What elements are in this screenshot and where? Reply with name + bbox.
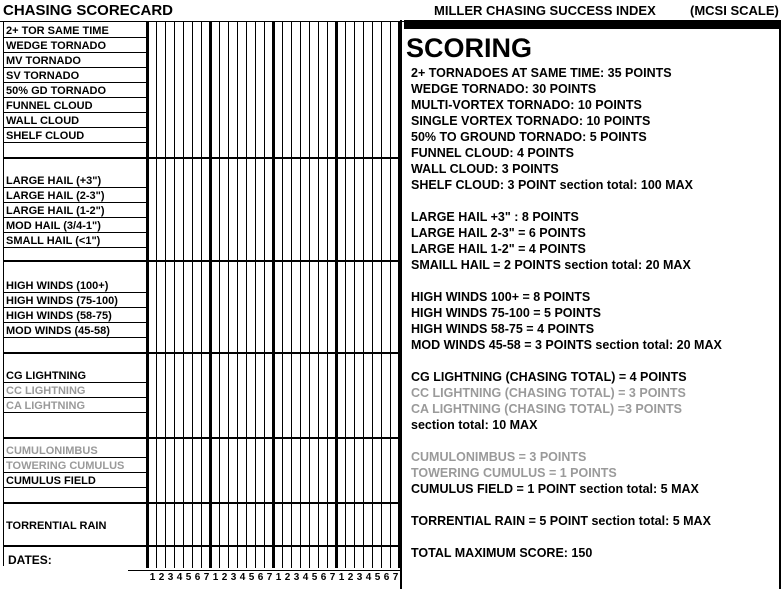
scoring-line: LARGE HAIL 2-3" = 6 POINTS	[411, 226, 586, 240]
row-divider	[3, 97, 147, 98]
scoring-header-bar	[404, 20, 780, 29]
day-number: 6	[383, 572, 390, 583]
scoring-line: LARGE HAIL 1-2" = 4 POINTS	[411, 242, 586, 256]
scoring-line: WALL CLOUD: 3 POINTS	[411, 162, 559, 176]
scoring-line: section total: 10 MAX	[411, 418, 538, 432]
row-label: SHELF CLOUD	[6, 130, 85, 142]
day-column-line	[255, 21, 256, 568]
row-divider	[3, 67, 147, 68]
day-number: 7	[392, 572, 399, 583]
row-label: MOD HAIL (3/4-1")	[6, 220, 101, 232]
day-column-line	[219, 21, 220, 568]
row-divider	[3, 307, 147, 308]
day-number: 3	[356, 572, 363, 583]
week-divider	[272, 21, 275, 568]
scoring-line: CC LIGHTNING (CHASING TOTAL) = 3 POINTS	[411, 386, 686, 400]
row-divider	[3, 457, 147, 458]
scoring-line: LARGE HAIL +3" : 8 POINTS	[411, 210, 579, 224]
day-column-line	[165, 21, 166, 568]
scoring-line: CA LIGHTNING (CHASING TOTAL) =3 POINTS	[411, 402, 682, 416]
row-label: CUMULONIMBUS	[6, 445, 98, 457]
row-label: WALL CLOUD	[6, 115, 80, 127]
day-column-line	[300, 21, 301, 568]
day-number: 1	[275, 572, 282, 583]
row-divider	[3, 127, 147, 128]
day-number: 5	[311, 572, 318, 583]
day-number: 3	[167, 572, 174, 583]
row-label: 50% GD TORNADO	[6, 85, 107, 97]
row-divider	[3, 217, 147, 218]
scoring-line: TORRENTIAL RAIN = 5 POINT section total: 5 MAX	[411, 514, 711, 528]
scoring-line: MOD WINDS 45-58 = 3 POINTS section total: 20 MAX	[411, 338, 722, 352]
day-number: 2	[347, 572, 354, 583]
scoring-line: WEDGE TORNADO: 30 POINTS	[411, 82, 597, 96]
day-number: 4	[365, 572, 372, 583]
row-divider	[3, 337, 147, 338]
row-divider	[3, 472, 147, 473]
day-column-line	[174, 21, 175, 568]
day-column-line	[345, 21, 346, 568]
day-number: 6	[194, 572, 201, 583]
scoring-line: HIGH WINDS 58-75 = 4 POINTS	[411, 322, 595, 336]
day-number: 3	[293, 572, 300, 583]
day-number: 6	[257, 572, 264, 583]
scorecard-top-border	[0, 21, 404, 22]
week-divider	[335, 21, 338, 568]
row-divider	[3, 232, 147, 233]
day-column-line	[363, 21, 364, 568]
row-label: TOWERING CUMULUS	[6, 460, 125, 472]
row-label: CA LIGHTNING	[6, 400, 86, 412]
day-number: 5	[374, 572, 381, 583]
day-number: 2	[284, 572, 291, 583]
scoring-line: SMAILL HAIL = 2 POINTS section total: 20 MAX	[411, 258, 691, 272]
row-label: LARGE HAIL (+3")	[6, 175, 102, 187]
day-column-line	[192, 21, 193, 568]
scoring-line: CG LIGHTNING (CHASING TOTAL) = 4 POINTS	[411, 370, 687, 384]
scoring-title: SCORING	[406, 33, 533, 63]
day-number: 3	[230, 572, 237, 583]
scoring-line: CUMULONIMBUS = 3 POINTS	[411, 450, 587, 464]
day-column-line	[309, 21, 310, 568]
row-label: SMALL HAIL (<1")	[6, 235, 101, 247]
row-label: CG LIGHTNING	[6, 370, 87, 382]
row-divider	[3, 142, 147, 143]
row-divider	[3, 322, 147, 323]
index-title: MILLER CHASING SUCCESS INDEX	[434, 3, 656, 18]
row-label: WEDGE TORNADO	[6, 40, 107, 52]
day-column-line	[264, 21, 265, 568]
row-label: LARGE HAIL (1-2")	[6, 205, 105, 217]
scoring-line: FUNNEL CLOUD: 4 POINTS	[411, 146, 574, 160]
week-divider	[146, 21, 149, 568]
row-label: HIGH WINDS (75-100)	[6, 295, 118, 307]
scoring-line: SHELF CLOUD: 3 POINT section total: 100 MAX	[411, 178, 693, 192]
day-column-line	[381, 21, 382, 568]
row-divider	[3, 397, 147, 398]
day-number: 6	[320, 572, 327, 583]
day-column-line	[228, 21, 229, 568]
scoring-line: TOTAL MAXIMUM SCORE: 150	[411, 546, 593, 560]
day-number: 4	[239, 572, 246, 583]
day-number: 4	[302, 572, 309, 583]
row-divider	[3, 292, 147, 293]
scoring-line: HIGH WINDS 75-100 = 5 POINTS	[411, 306, 601, 320]
row-label: MV TORNADO	[6, 55, 81, 67]
day-number: 4	[176, 572, 183, 583]
day-number-row-line	[128, 570, 401, 571]
row-label: HIGH WINDS (58-75)	[6, 310, 112, 322]
week-divider	[398, 21, 401, 568]
scorecard-left-border	[3, 21, 4, 566]
row-divider	[3, 82, 147, 83]
day-column-line	[183, 21, 184, 568]
scoring-line: 2+ TORNADOES AT SAME TIME: 35 POINTS	[411, 66, 672, 80]
day-number: 1	[338, 572, 345, 583]
day-column-line	[390, 21, 391, 568]
row-divider	[3, 52, 147, 53]
day-number: 2	[221, 572, 228, 583]
scoring-line: HIGH WINDS 100+ = 8 POINTS	[411, 290, 591, 304]
day-column-line	[237, 21, 238, 568]
dates-label: DATES:	[8, 553, 52, 567]
row-label: SV TORNADO	[6, 70, 80, 82]
row-label: CC LIGHTNING	[6, 385, 86, 397]
day-column-line	[372, 21, 373, 568]
row-label: 2+ TOR SAME TIME	[6, 25, 109, 37]
day-number: 5	[185, 572, 192, 583]
row-label: MOD WINDS (45-58)	[6, 325, 110, 337]
day-column-line	[246, 21, 247, 568]
row-divider	[3, 112, 147, 113]
week-divider	[209, 21, 212, 568]
day-number: 7	[266, 572, 273, 583]
row-label: LARGE HAIL (2-3")	[6, 190, 105, 202]
day-column-line	[282, 21, 283, 568]
day-number: 5	[248, 572, 255, 583]
scoring-line: 50% TO GROUND TORNADO: 5 POINTS	[411, 130, 647, 144]
row-divider	[3, 187, 147, 188]
row-label: TORRENTIAL RAIN	[6, 520, 107, 532]
row-divider	[3, 487, 147, 488]
row-divider	[3, 412, 147, 413]
row-label: CUMULUS FIELD	[6, 475, 96, 487]
row-divider	[3, 37, 147, 38]
day-column-line	[291, 21, 292, 568]
day-number: 7	[203, 572, 210, 583]
row-label: HIGH WINDS (100+)	[6, 280, 109, 292]
row-divider	[3, 382, 147, 383]
day-number: 7	[329, 572, 336, 583]
scoring-line: CUMULUS FIELD = 1 POINT section total: 5 MAX	[411, 482, 699, 496]
scoring-right-border	[779, 20, 781, 589]
scorecard-title: CHASING SCORECARD	[3, 2, 174, 19]
day-column-line	[156, 21, 157, 568]
day-column-line	[201, 21, 202, 568]
row-divider	[3, 202, 147, 203]
row-divider	[3, 247, 147, 248]
scoring-line: SINGLE VORTEX TORNADO: 10 POINTS	[411, 114, 651, 128]
row-label: FUNNEL CLOUD	[6, 100, 93, 112]
day-column-line	[327, 21, 328, 568]
day-column-line	[318, 21, 319, 568]
day-number: 2	[158, 572, 165, 583]
day-number: 1	[149, 572, 156, 583]
scale-label: (MCSI SCALE)	[690, 3, 779, 18]
scoring-line: TOWERING CUMULUS = 1 POINTS	[411, 466, 617, 480]
day-column-line	[354, 21, 355, 568]
scoring-line: MULTI-VORTEX TORNADO: 10 POINTS	[411, 98, 642, 112]
day-number: 1	[212, 572, 219, 583]
